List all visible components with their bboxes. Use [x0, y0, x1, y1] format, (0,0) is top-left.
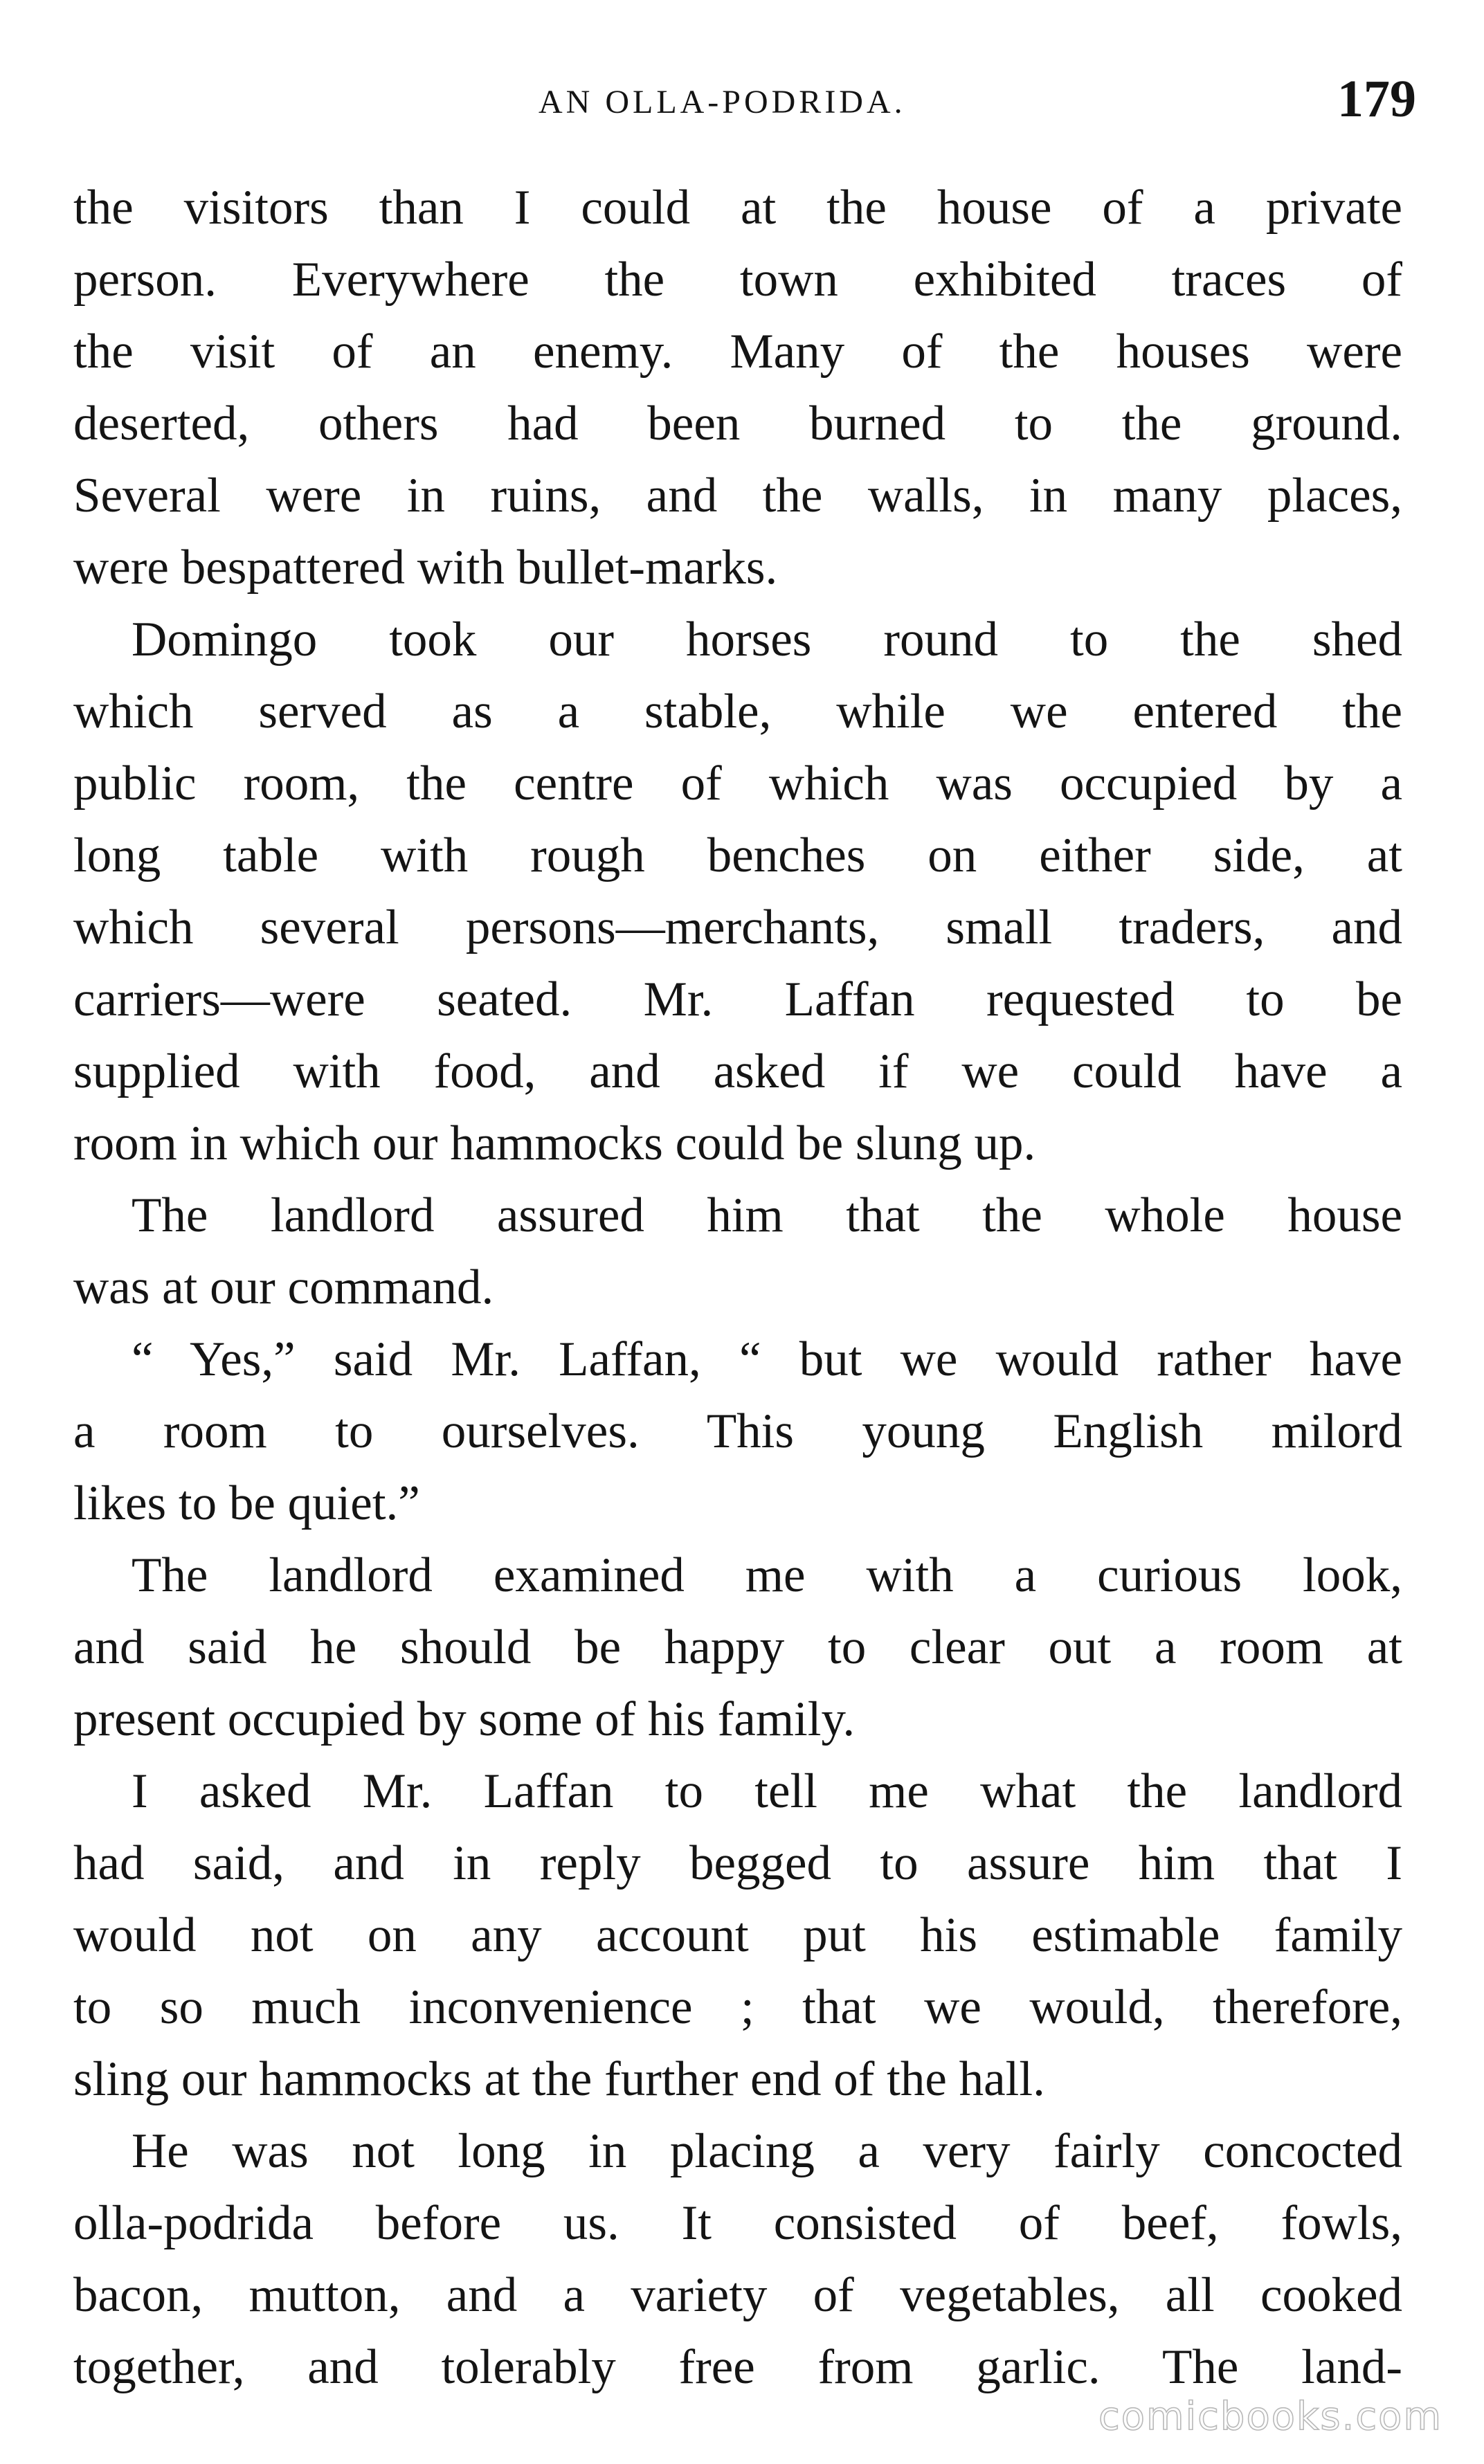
- paragraph: [73, 1179, 1402, 1323]
- text-line: supplied with food, and asked if we could have a: [73, 1044, 1402, 1098]
- paragraph: [73, 1539, 1402, 1755]
- text-line: public room, the centre of which was occupied by a: [73, 757, 1402, 810]
- text-line: were bespattered with bullet-marks.: [73, 541, 778, 595]
- text-line: present occupied by some of his family.: [73, 1692, 856, 1746]
- text-line: would not on any account put his estimable family: [73, 1908, 1402, 1962]
- paragraph: [73, 1755, 1402, 2115]
- page-header: [0, 70, 1484, 144]
- text-line: sling our hammocks at the further end of the hall.: [73, 2052, 1045, 2106]
- text-line: and said he should be happy to clear out a room at: [73, 1620, 1402, 1674]
- running-title: AN OLLA-PODRIDA.: [539, 84, 906, 120]
- text-line: which served as a stable, while we entered the: [73, 685, 1402, 739]
- paragraph: [73, 172, 1402, 604]
- text-line: He was not long in placing a very fairly concocted: [132, 2124, 1402, 2178]
- text-line: “ Yes,” said Mr. Laffan, “ but we would rather have: [132, 1332, 1402, 1386]
- text-line: together, and tolerably free from garlic. The land-: [73, 2340, 1402, 2394]
- text-line: the visitors than I could at the house of a private: [73, 181, 1402, 235]
- text-line: room in which our hammocks could be slung up.: [73, 1116, 1036, 1170]
- text-line: I asked Mr. Laffan to tell me what the landlord: [132, 1764, 1402, 1818]
- text-line: The landlord examined me with a curious look,: [132, 1548, 1402, 1602]
- text-line: a room to ourselves. This young English milord: [73, 1404, 1402, 1458]
- text-line: deserted, others had been burned to the ground.: [73, 397, 1402, 451]
- text-line: carriers—were seated. Mr. Laffan requested to be: [73, 972, 1402, 1026]
- text-line: person. Everywhere the town exhibited traces of: [73, 253, 1402, 307]
- text-line: long table with rough benches on either side, at: [73, 828, 1402, 882]
- text-line: The landlord assured him that the whole house: [132, 1188, 1402, 1242]
- text-line: bacon, mutton, and a variety of vegetables, all cooked: [73, 2268, 1402, 2322]
- text-line: which several persons—merchants, small traders, and: [73, 900, 1402, 954]
- text-line: Several were in ruins, and the walls, in many places,: [73, 469, 1402, 523]
- text-line: likes to be quiet.”: [73, 1476, 420, 1530]
- page-number: 179: [1337, 70, 1416, 128]
- text-line: olla-podrida before us. It consisted of beef, fowls,: [73, 2196, 1402, 2250]
- paragraph: [73, 604, 1402, 1179]
- text-line: the visit of an enemy. Many of the houses were: [73, 325, 1402, 379]
- text-line: was at our command.: [73, 1260, 494, 1314]
- text-line: Domingo took our horses round to the shed: [132, 613, 1402, 667]
- paragraph: [73, 2115, 1402, 2403]
- text-line: had said, and in reply begged to assure him that I: [73, 1836, 1402, 1890]
- paragraph: [73, 1323, 1402, 1539]
- watermark: comicbooks.com: [1098, 2394, 1442, 2439]
- body-text: [73, 172, 1402, 2403]
- text-line: to so much inconvenience ; that we would, therefore,: [73, 1980, 1402, 2034]
